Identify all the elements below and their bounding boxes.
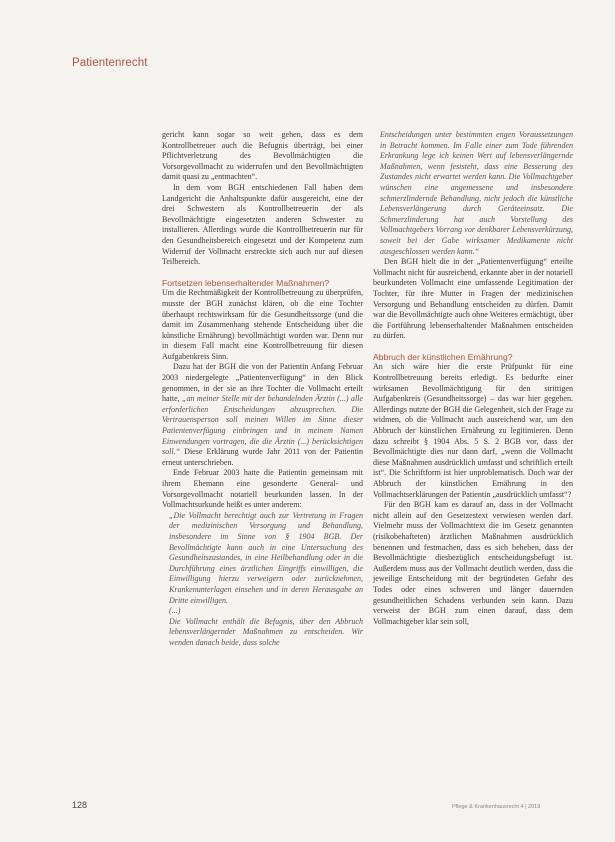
block-quote: Die Vollmacht enthält die Befugnis, über den Abbruch lebensverlängernder Maßnahmen zu entscheiden. Wir wenden danach beide, dass solche bbox=[169, 616, 363, 647]
paragraph: Ende Februar 2003 hatte die Patientin gemeinsam mit ihrem Ehemann eine gesonderte General- und Vorsorgevollmacht notariell beurkunden lassen. In der Vollmachtsurkunde heißt es unter anderem: bbox=[162, 468, 363, 510]
subheading: Fortsetzen lebenserhaltender Maßnahmen? bbox=[162, 277, 330, 288]
block-quote: Entscheidungen unter bestimmten engen Voraussetzungen in Betracht kommen. Im Falle einer zum Tode führenden Erkrankung lege ich keinen Wert auf lebensverlängernde Maßnahmen, wenn feststeht, dass eine Besserung des Zustandes nicht erwartet werden kann. Die Vollmachtgeber wünschen eine angemessene und insbesondere schmerzlindernde Behandlung, nicht jedoch die künstliche Lebensverlängerung durch Geräteeinsatz. Die Schmerzlinderung hat auch Vorstellung des Vollmachtgebers Vorrang vor denkbarer Lebensverkürzung, soweit bei der Gabe wirksamer Medikamente nicht ausgeschlossen werden kann.“ bbox=[380, 130, 573, 256]
section-title: Patientenrecht bbox=[72, 57, 148, 69]
quoted-text: „an meiner Stelle mit der behandelnden Ärztin (...) alle erforderlichen Entscheidungen abzusprechen. Die Vertrauensperson soll meinen Willen im Sinne dieser Patientenverfügung einbringen und in meinem Namen Einwendungen vortragen, die die Ärztin (...) berücksichtigen soll.“ bbox=[162, 394, 363, 457]
paragraph-text: Diese Erklärung wurde Jahr 2011 von der Patientin erneut unterschrieben. bbox=[162, 447, 363, 467]
paragraph: In dem vom BGH entschiedenen Fall haben dem Landgericht die Anhaltspunkte dafür ausgereicht, eine der drei Schwestern als Kontrollbetreuerin der als Bevollmächtigte eingesetzten anderen Schwester zu installieren. Allerdings wurde die Kontrollbetreuerin nur für den Gesundheitsbereich eingesetzt und der Kompetenz zum Widerruf der Vollmacht erstreckte sich auch nur auf diesen Teilbereich. bbox=[162, 182, 363, 267]
block-quote: (...) bbox=[169, 606, 181, 616]
journal-footer: Pflege & Krankenhausrecht 4 | 2019 bbox=[452, 804, 541, 810]
page-number: 128 bbox=[72, 800, 88, 810]
spacer bbox=[373, 342, 573, 352]
block-quote: „Die Vollmacht berechtigt auch zur Vertretung in Fragen der medizinischen Versorgung und Behandlung, insbesondere im Sinne von § 1904 BGB. Der Bevollmächtigte kann auch in eine Untersuchung des Gesundheitszustandes, in eine Heilbehandlung oder in die Durchführung eines ärztlichen Eingriffs einwilligen, die Einwilligung hierzu verweigern oder zurücknehmen, Krankenunterlagen einsehen und in deren Herausgabe an Dritte einwilligen. bbox=[169, 510, 363, 605]
right-column bbox=[373, 130, 573, 627]
subheading: Abbruch der künstlichen Ernährung? bbox=[373, 351, 513, 362]
paragraph: Um die Rechtmäßigkeit der Kontrollbetreuung zu überprüfen, musste der BGH zunächst klären, ob die eine Tochter überhaupt rechtswirksam für die Gesundheitssorge (und die damit im Zusammenhang stehende Entscheidung über die künstliche Ernährung) bevollmächtigt worden war. Denn nur in diesem Fall macht eine Kontrollbetreuung für diesen Aufgabenkreis Sinn. bbox=[162, 288, 363, 361]
paragraph: Den BGH hielt die in der „Patientenverfügung“ erteilte Vollmacht nicht für ausreichend, erkannte aber in der notariell beurkundeten Vollmacht eine umfassende Legitimation der Tochter, für ihre Mutter in Fragen der medizinischen Versorgung und Behandlung entscheiden zu dürfen. Damit war die Bevollmächtigte auch ohne Weiteres ermächtigt, über die Fortführung lebenserhaltender Maßnahmen entscheiden zu dürfen. bbox=[373, 257, 573, 341]
paragraph: gericht kann sogar so weit gehen, dass es dem Kontrollbetreuer auch die Befugnis überträgt, bei einer Pflichtverletzung des Bevollmächtigten die Vorsorgevollmacht zu widerrufen und den Bevollmächtigten damit quasi zu „entmachten“. bbox=[162, 130, 363, 182]
paragraph: An sich wäre hier die erste Prüfpunkt für eine Kontrollbetreuung bereits erledigt. Es bedurfte einer wirksamen Bevollmächtigung für den strittigen Aufgabenkreis (Gesundheitssorge) – das war hier gegeben. Allerdings nutzte der BGH die Gelegenheit, sich der Frage zu widmen, ob die Vollmacht auch ausreichend war, um den Abbruch der künstlichen Ernährung zu legitimieren. Denn dazu schreibt § 1904 Abs. 5 S. 2 BGB vor, dass der Bevollmächtigte dies nur dann darf, „wenn die Vollmacht diese Maßnahmen ausdrücklich umfasst und schriftlich erteilt ist“. Die Schriftform ist hier unproblematisch. Doch war der Abbruch der künstlichen Ernährung in den Vollmachtserklärungen der Patientin „ausdrücklich umfasst“? bbox=[373, 362, 573, 499]
paragraph-text: Dazu hat der BGH die von der Patientin Anfang Februar 2003 niedergelegte „Patientenverfügung“ in den Blick genommen, in der sie an ihre Tochter die Vollmacht erteilt hatte, bbox=[162, 362, 363, 404]
left-column bbox=[162, 130, 363, 649]
paragraph bbox=[162, 362, 363, 468]
spacer bbox=[162, 268, 363, 278]
paragraph: Für den BGH kam es darauf an, dass in der Vollmacht nicht allein auf den Gesetzestext verwiesen werden darf. Vielmehr muss der Vollmachttext die im Gesetz genannten (risikobehafteten) ärztlichen Maßnahmen ausdrücklich benennen und festmachen, dass es sich beheben, dass der Bevollmächtigte diesbezüglich entscheidungsbefugt ist. Außerdem muss aus der Vollmacht deutlich werden, dass die jeweilige Entscheidung mit der begründeten Gefahr des Todes oder eines schweren und länger dauernden gesundheitlichen Schadens verbunden sein kann. Dazu verweist der BGH zum einen darauf, dass dem Vollmachtgeber klar sein soll, bbox=[373, 500, 573, 626]
